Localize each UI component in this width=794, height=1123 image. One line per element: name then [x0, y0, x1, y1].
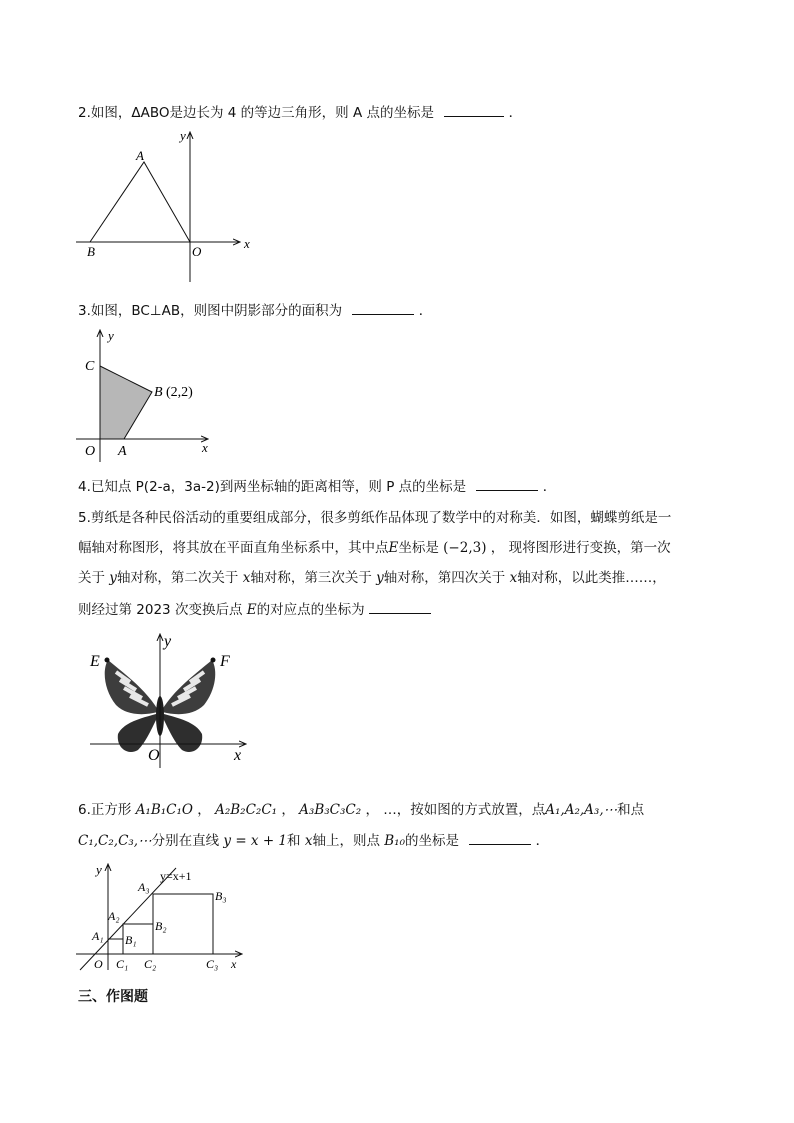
figure-butterfly — [86, 630, 252, 770]
q5-text: 轴对称，第四次关于 — [383, 570, 506, 586]
math-x: x — [242, 570, 251, 586]
label-c3: C₃ — [206, 957, 219, 971]
q5-text: 则经过第 2023 次变换后点 — [78, 602, 243, 618]
answer-blank-2[interactable] — [444, 102, 504, 117]
label-y: y — [108, 328, 114, 343]
label-x: x — [234, 747, 242, 764]
question-5-line-1 — [78, 508, 671, 528]
label-o: O — [85, 444, 96, 459]
point-b10: B₁₀ — [384, 833, 405, 849]
q6-separator: ， — [281, 802, 295, 818]
answer-blank-4[interactable] — [476, 476, 538, 491]
math-y: y — [109, 570, 117, 586]
label-y: y — [96, 862, 102, 877]
question-6-line-2 — [78, 830, 549, 851]
q6-text: ， …，按如图的方式放置，点 — [365, 802, 546, 818]
figure-squares — [72, 858, 252, 974]
label-x: x — [244, 236, 250, 251]
figure-triangle — [70, 126, 260, 286]
point-e-ref: E — [388, 540, 399, 556]
question-3-end: ． — [418, 303, 433, 319]
q6-text: 轴上，则点 — [312, 833, 380, 849]
math-x: x — [509, 570, 518, 586]
label-b1: B₁ — [125, 933, 137, 947]
question-2 — [78, 102, 522, 123]
math-x: x — [304, 833, 313, 849]
label-c2: C₂ — [144, 957, 157, 971]
q5-text: ， 现将图形进行变换，第一次 — [490, 540, 671, 556]
q5-text: 幅轴对称图形，将其放在平面直角坐标系中，其中点 — [78, 540, 389, 556]
label-a3: A₃ — [138, 880, 150, 894]
q6-separator: ， — [197, 802, 211, 818]
triangle-abo — [90, 162, 190, 242]
label-f: F — [220, 653, 230, 670]
points-c: C₁,C₂,C₃,⋯ — [78, 833, 152, 849]
label-b2: B₂ — [155, 919, 167, 933]
question-4-end: ． — [542, 479, 557, 495]
label-e: E — [90, 653, 100, 670]
label-b-coordinate: (2,2) — [166, 385, 193, 400]
q6-text: 的坐标是 — [405, 833, 459, 849]
q5-text: 关于 — [78, 570, 105, 586]
math-y: y — [376, 570, 384, 586]
label-o: O — [192, 244, 202, 259]
question-6-line-1 — [78, 800, 644, 820]
square-1 — [108, 939, 123, 954]
label-a1: A₁ — [92, 929, 104, 943]
label-a: A — [136, 148, 144, 163]
figure-shaded-quad — [72, 326, 222, 466]
q6-text: 6.正方形 — [78, 802, 132, 818]
label-x: x — [231, 957, 237, 971]
label-x: x — [202, 440, 208, 455]
answer-blank-6[interactable] — [469, 830, 531, 845]
question-4-text: 4.已知点 P(2-a，3a-2)到两坐标轴的距离相等，则 P 点的坐标是 — [78, 479, 467, 495]
question-5-line-4 — [78, 599, 431, 620]
point-e-coordinate: (−2,3) — [443, 540, 487, 556]
label-c: C — [85, 359, 95, 374]
square-2-name: A₂B₂C₂C₁ — [215, 802, 278, 818]
point-e-ref: E — [246, 602, 257, 618]
label-b3: B₃ — [215, 889, 227, 903]
question-3-text: 3.如图，BC⊥AB，则图中阴影部分的面积为 — [78, 303, 343, 319]
line-equation: y = x + 1 — [223, 833, 288, 849]
square-1-name: A₁B₁C₁O — [135, 802, 193, 818]
q5-text: 的对应点的坐标为 — [256, 602, 365, 618]
label-line: y=x+1 — [160, 869, 192, 883]
shaded-region — [100, 366, 152, 439]
question-6-end: ． — [535, 833, 550, 849]
square-3-name: A₃B₃C₃C₂ — [299, 802, 362, 818]
point-f — [211, 658, 216, 663]
q6-text: 和 — [287, 833, 301, 849]
q5-text: 轴对称，第二次关于 — [116, 570, 239, 586]
question-4 — [78, 476, 556, 497]
label-a: A — [118, 444, 127, 459]
q5-text: 轴对称，第三次关于 — [250, 570, 372, 586]
label-y: y — [164, 633, 172, 650]
point-e — [105, 658, 110, 663]
label-y: y — [180, 128, 186, 143]
question-3 — [78, 300, 432, 321]
label-b: B — [87, 244, 95, 259]
question-5-line-3 — [78, 568, 666, 588]
label-c1: C₁ — [116, 957, 129, 971]
answer-blank-5[interactable] — [369, 599, 431, 614]
question-2-end: ． — [508, 105, 523, 121]
question-5-line-2 — [78, 538, 671, 558]
question-5-text-1: 5.剪纸是各种民俗活动的重要组成部分，很多剪纸作品体现了数学中的对称美．如图，蝴蝶剪纸是一 — [78, 510, 672, 526]
question-2-text: 2.如图，ΔABO是边长为 4 的等边三角形，则 A 点的坐标是 — [78, 105, 434, 121]
section-heading: 三、作图题 — [78, 989, 148, 1005]
label-a2: A₂ — [108, 909, 120, 923]
q6-text: 分别在直线 — [151, 833, 220, 849]
points-a: A₁,A₂,A₃,⋯ — [545, 802, 618, 818]
answer-blank-3[interactable] — [352, 300, 414, 315]
q5-text: 坐标是 — [398, 540, 439, 556]
label-o: O — [148, 747, 160, 764]
label-o: O — [94, 957, 103, 971]
label-b: B — [154, 385, 163, 400]
q5-text: 轴对称，以此类推……， — [517, 570, 666, 586]
q6-text: 和点 — [617, 802, 645, 818]
